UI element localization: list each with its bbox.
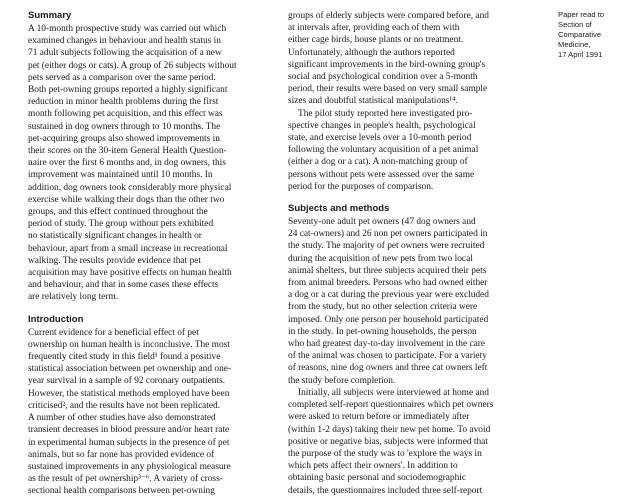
introduction-heading: Introduction (28, 313, 84, 325)
methods-paragraph-2: Initially, all subjects were interviewed at home and completed self-report questionnaires which pet owners were asked to return before or immediately after (within 1-2 days) taking their new pet home. To avoid positive or negative bias, subjects were informed that the purpose of the study was to 'explore the ways in which pets affect their owners'. In addition to obtaining basic personal and sociodemographic details, the questionnaires included three self-report (288, 387, 494, 496)
continued-paragraph: groups of elderly subjects were compared before, and at intervals after, providing each of them with either cage birds, house plants or no treatment. Unfortunately, although the authors reported significant improvements in the bird-owning group's social and psychological condition over a 5-month period, their results were based on very small sample sizes and doubtful statistical manipulations¹⁴. (288, 11, 489, 107)
introduction-paragraph: Current evidence for a beneficial effect of pet ownership on human health is inconclusive. The most frequently cited study in this field¹ found a positive statistical association between pet ownership and one- year survival in a sample of 92 coronary outpatients. However, the statistical methods employed have been criticised², and the results have not been replicated. A number of other studies have also demonstrated transient decreases in blood pressure and/or heart rate in experimental human subjects in the presence of pet animals, but so far none has provided evidence of sustained improvements in any physiological measure as the result of pet ownership³⁻⁶. A variety of cross- sectional health comparisons between pet-owning (28, 327, 232, 497)
summary-heading: Summary (28, 10, 72, 21)
methods-paragraph-1: Seventy-one adult pet owners (47 dog owners and 24 cat-owners) and 26 non pet owners participated in the study. The majority of pet owners were recruited during the acquisition of new pets from two local animal shelters, but three subjects acquired their pets from animal breeders. Persons who had owned either a dog or a cat during the previous year were excluded from the study, but no other selection criteria were imposed. Only one person per household participated in the study. In pet-owning households, the person who had greatest day-to-day involvement in the care of the animal was chosen to participate. For a variety of reasons, nine dog owners and three cat owners left the study before completion. (288, 217, 489, 386)
left-column (28, 10, 274, 498)
pilot-study-paragraph: The pilot study reported here investigated pro- spective changes in people's health, psychological state, and exercise levels over a 10-month period following the voluntary acquisition of a pet animal (either a dog or a cat). A non-matching group of persons without pets were assessed over the same period for the purposes of comparison. (288, 108, 479, 192)
margin-note (558, 10, 638, 60)
summary-paragraph: A 10-month prospective study was carried out which examined changes in behaviour and health status in 71 adult subjects following the acquisition of a new pet (either dogs or cats). A group of 26 subjects without pets served as a comparison over the same period. Both pet-owning groups reported a highly significant reduction in minor health problems during the first month following pet acquisition, and this effect was sustained in dog owners through to 10 months. The pet-acquiring groups also showed improvements in their scores on the 30-item General Health Question- naire over the first 6 months and, in dog owners, this improvement was maintained until 10 months. In addition, dog owners took considerably more physical exercise while walking their dogs than the other two groups, and this effect continued throughout the period of study. The group without pets exhibited no statistically significant changes in health or behaviour, apart from a small increase in recreational walking. The results provide evidence that pet acquisition may have positive effects on human health and behaviour, and that in some cases these effects are relatively long term. (28, 24, 237, 303)
middle-column (288, 10, 534, 497)
margin-note-text: Paper read to Section of Comparative Medicine, 17 April 1991 (558, 10, 605, 59)
methods-heading: Subjects and methods (288, 203, 390, 215)
